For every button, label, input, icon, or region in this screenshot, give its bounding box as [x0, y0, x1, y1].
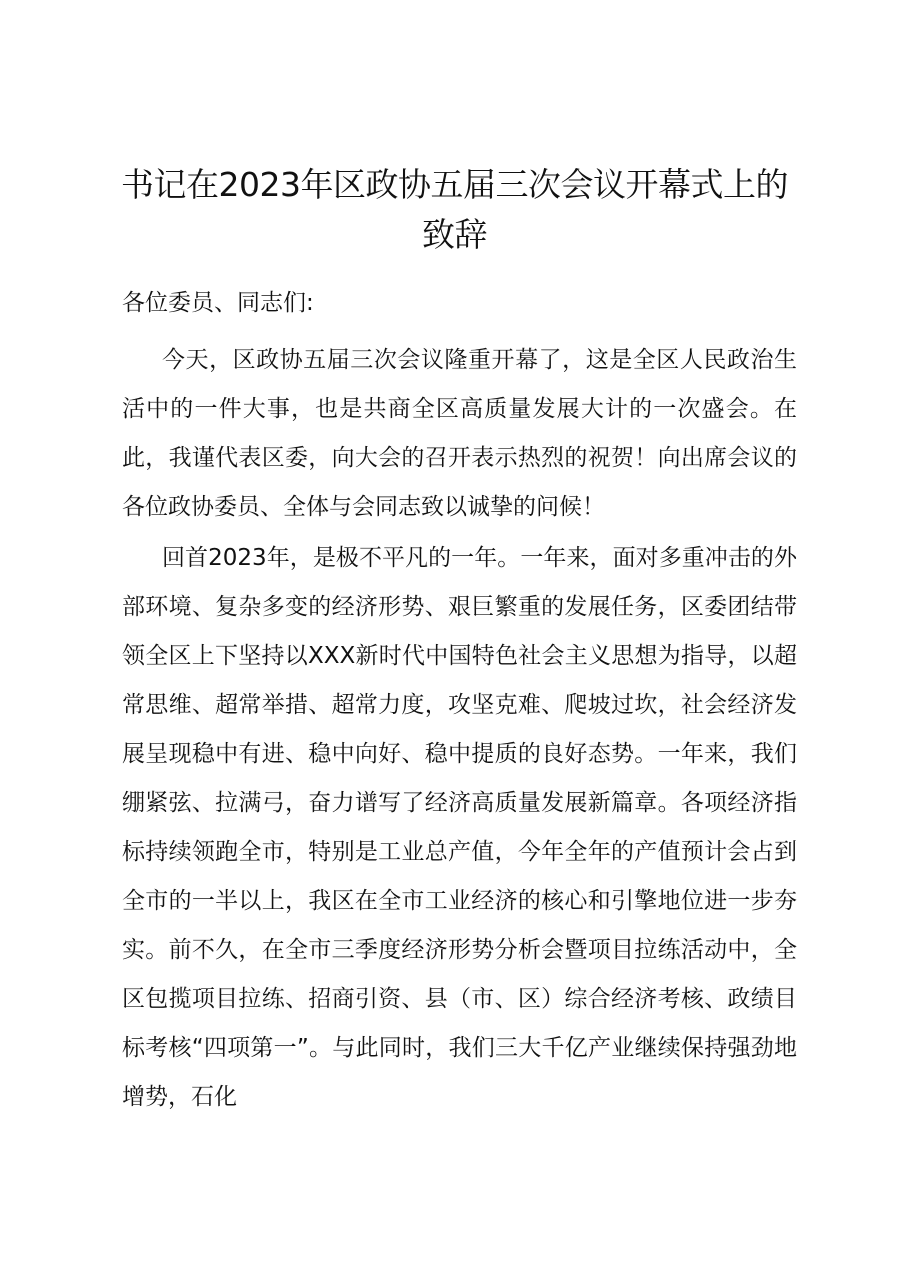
document-title: 书记在2023年区政协五届三次会议开幕式上的致辞 — [121, 165, 788, 254]
paragraph-1: 今天，区政协五届三次会议隆重开幕了，这是全区人民政治生活中的一件大事，也是共商全区高质量发展大计的一次盛会。在此，我谨代表区委，向大会的召开表示热烈的祝贺！向出席会议的各位政协委员、全体与会同志致以诚挚的问候！ — [122, 347, 797, 520]
paragraph-2: 回首2023年，是极不平凡的一年。一年来，面对多重冲击的外部环境、复杂多变的经济形势、艰巨繁重的发展任务，区委团结带领全区上下坚持以XXX新时代中国特色社会主义思想为指导，以超常思维、超常举措、超常力度，攻坚克难、爬坡过坎，社会经济发展呈现稳中有进、稳中向好、稳中提质的良好态势。一年来，我们绷紧弦、拉满弓，奋力谱写了经济高质量发展新篇章。各项经济指标持续领跑全市，特别是工业总产值，今年全年的产值预计会占到全市的一半以上，我区在全市工业经济的核心和引擎地位进一步夯实。前不久，在全市三季度经济形势分析会暨项目拉练活动中，全区包揽项目拉练、招商引资、县（市、区）综合经济考核、政绩目标考核“四项第一”。与此同时，我们三大千亿产业继续保持强劲地增势，石化 — [122, 545, 797, 1110]
salutation: 各位委员、同志们: — [122, 290, 314, 316]
document-body — [122, 336, 797, 1124]
